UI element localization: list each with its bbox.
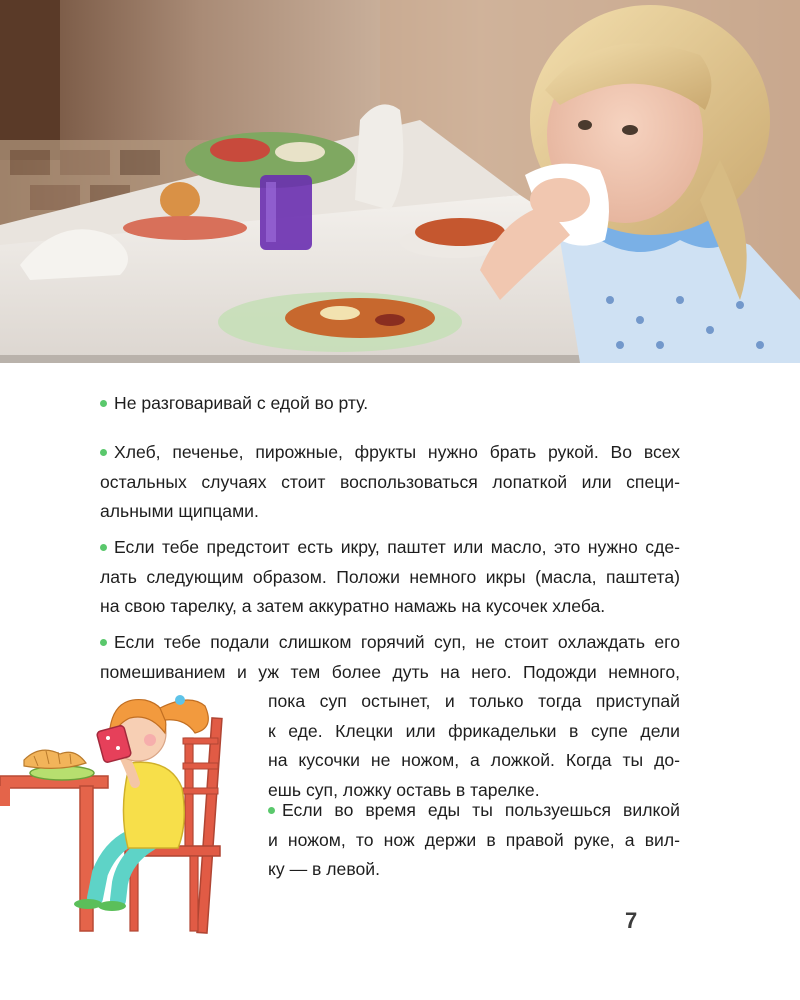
paragraph-1-line-1: Не разговаривай с едой во рту. (114, 393, 369, 413)
paragraph-2-line-2: остальных случаях стоит воспользоваться лопаткой или специ- (100, 471, 680, 492)
illustration-girl-drinking (0, 688, 260, 938)
paragraph-3 (100, 533, 680, 622)
paragraph-2-line-1: Хлеб, печенье, пирожные, фрукты нужно брать рукой. Во всех (114, 442, 680, 462)
paragraph-3-line-1: Если тебе предстоит есть икру, паштет или масло, это нужно сде- (114, 537, 680, 557)
paragraph-4-line-4: к еде. Клецки или фрикадельки в супе дели (268, 720, 680, 741)
girl-drinking-drawing (0, 688, 260, 938)
bullet-icon (100, 449, 107, 456)
bullet-icon (100, 544, 107, 551)
paragraph-4-line-2: помешиванием и уж тем более дуть на него. Подожди немного, (100, 661, 680, 682)
paragraph-4-line-3: пока суп остынет, и только тогда приступай (268, 691, 680, 711)
bullet-icon (100, 400, 107, 407)
paragraph-4-line-5: на кусочки не ножом, а ложкой. Когда ты до- (268, 750, 680, 770)
paragraph-5 (268, 796, 680, 885)
paragraph-2 (100, 438, 680, 527)
bullet-icon (268, 807, 275, 814)
paragraph-5-line-1: Если во время еды ты пользуешься вилкой (282, 800, 680, 820)
top-photo-girl-eating (0, 0, 800, 363)
paragraph-1 (100, 389, 680, 419)
photo-illustration (0, 0, 800, 363)
bullet-icon (100, 639, 107, 646)
page-number: 7 (625, 908, 638, 933)
paragraph-3-line-2: лать следующим образом. Положи немного икры (масла, паштета) (100, 566, 680, 587)
paragraph-4-line-1: Если тебе подали слишком горячий суп, не стоит охлаждать его (114, 632, 680, 652)
paragraph-5-line-2: и ножом, то нож держи в правой руке, а вил- (268, 829, 680, 850)
paragraph-4-line-6: ешь суп, ложку оставь в тарелке. (268, 779, 540, 800)
paragraph-3-line-3: на свою тарелку, а затем аккуратно намажь на кусочек хлеба. (100, 596, 606, 616)
paragraph-2-line-3: альными щипцами. (100, 501, 259, 521)
paragraph-5-line-3: ку — в левой. (268, 859, 380, 879)
